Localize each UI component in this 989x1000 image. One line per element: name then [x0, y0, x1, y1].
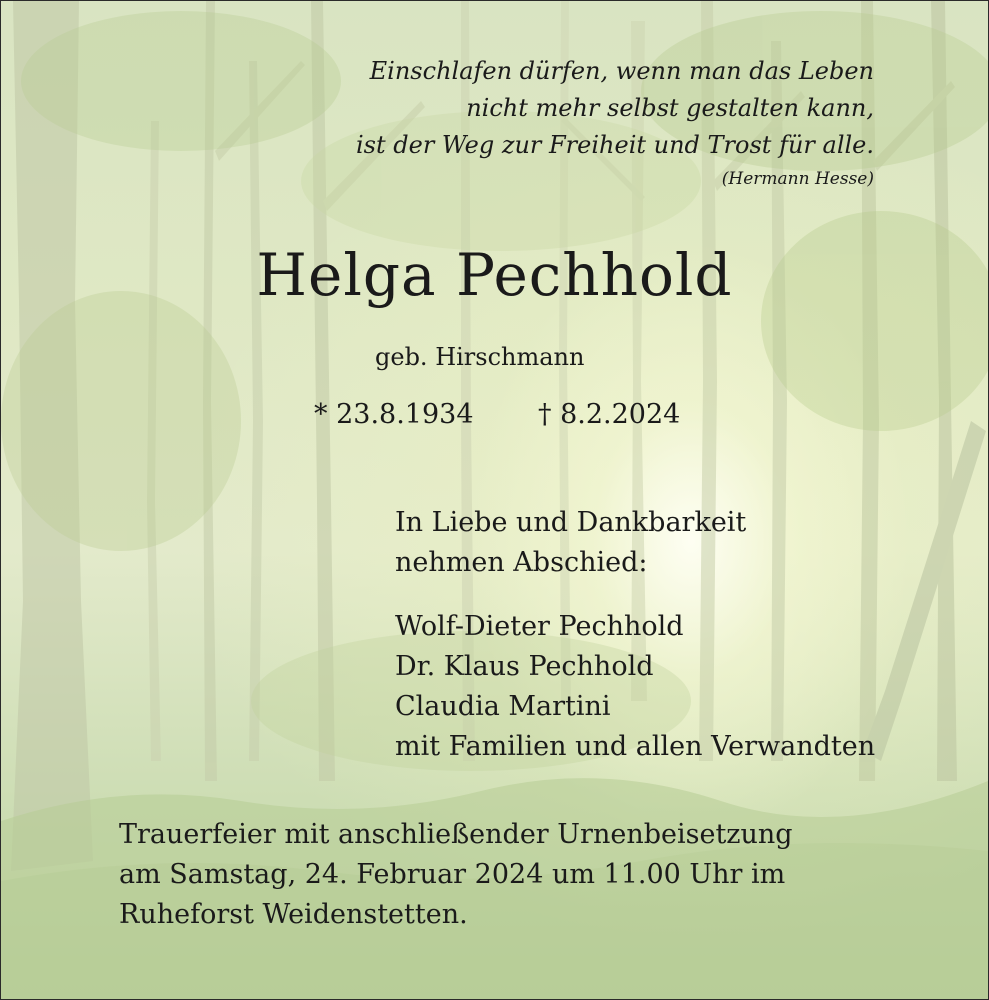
- funeral-info: [119, 815, 793, 935]
- birth-name: geb. Hirschmann: [375, 343, 585, 371]
- memorial-quote: [356, 53, 874, 194]
- death-date: † 8.2.2024: [538, 399, 681, 430]
- mourner-name: Dr. Klaus Pechhold: [395, 651, 654, 682]
- birth-date: * 23.8.1934: [314, 399, 474, 430]
- farewell-text: [395, 503, 746, 583]
- mourner-name: Claudia Martini: [395, 691, 611, 722]
- funeral-line: am Samstag, 24. Februar 2024 um 11.00 Uhr im: [119, 859, 786, 890]
- mourner-name: mit Familien und allen Verwandten: [395, 731, 876, 762]
- mourner-name: Wolf-Dieter Pechhold: [395, 611, 684, 642]
- quote-line: nicht mehr selbst gestalten kann,: [466, 94, 874, 122]
- quote-line: ist der Weg zur Freiheit und Trost für alle.: [355, 131, 874, 159]
- funeral-line: Trauerfeier mit anschließender Urnenbeisetzung: [119, 819, 793, 850]
- quote-line: Einschlafen dürfen, wenn man das Leben: [369, 57, 874, 85]
- funeral-line: Ruheforst Weidenstetten.: [119, 899, 468, 930]
- farewell-line: nehmen Abschied:: [395, 547, 648, 578]
- quote-source: (Hermann Hesse): [721, 169, 874, 189]
- deceased-name: Helga Pechhold: [256, 241, 733, 309]
- mourners-list: [395, 607, 875, 767]
- farewell-line: In Liebe und Dankbarkeit: [395, 507, 747, 538]
